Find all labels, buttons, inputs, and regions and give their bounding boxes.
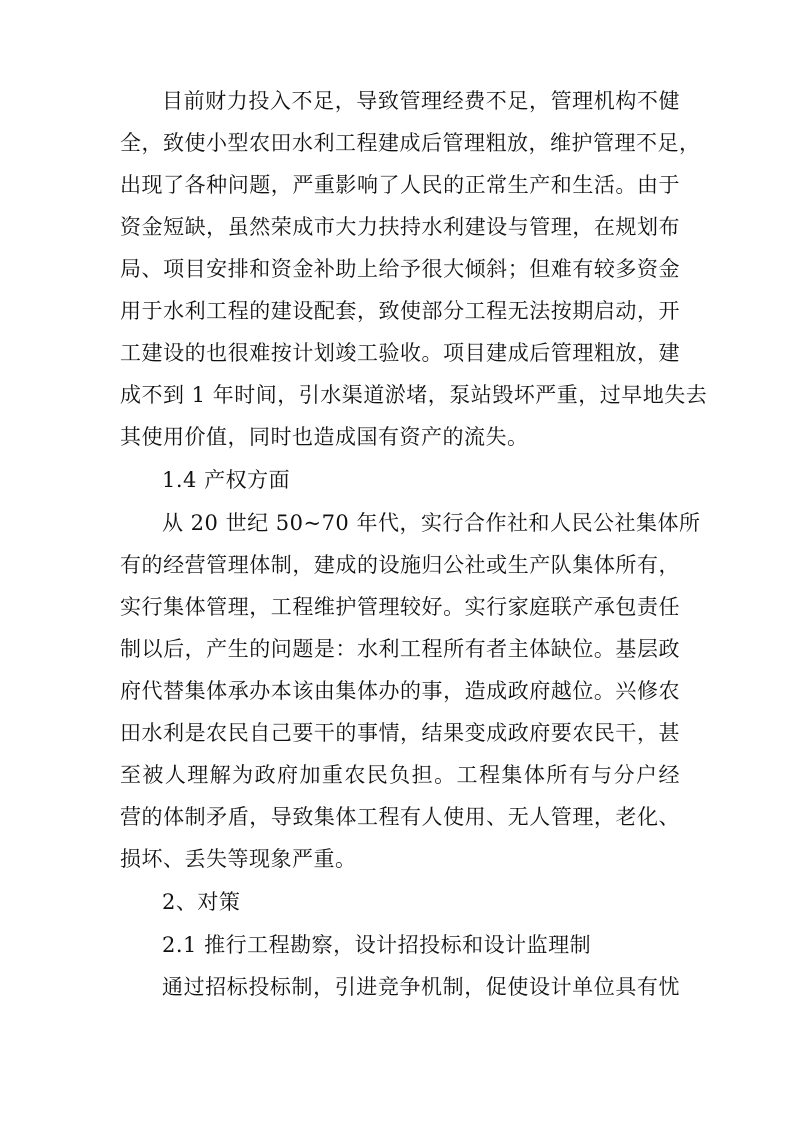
paragraph-line: 工建设的也很难按计划竣工验收。项目建成后管理粗放，建 [120,341,680,365]
subsection-heading: 2.1 推行工程勘察，设计招投标和设计监理制 [162,933,592,957]
section-heading: 2、对策 [162,890,241,914]
paragraph-line: 出现了各种问题，严重影响了人民的正常生产和生活。由于 [120,173,680,197]
paragraph-line: 实行集体管理，工程维护管理较好。实行家庭联产承包责任 [120,595,680,619]
paragraph-line: 目前财力投入不足，导致管理经费不足，管理机构不健 [162,89,680,113]
paragraph-line: 全，致使小型农田水利工程建成后管理粗放，维护管理不足， [120,131,701,155]
paragraph-line: 至被人理解为政府加重农民负担。工程集体所有与分户经 [120,763,680,787]
paragraph-line: 田水利是农民自己要干的事情，结果变成政府要农民干，甚 [120,721,680,745]
paragraph-line: 通过招标投标制，引进竞争机制，促使设计单位具有忧 [162,975,680,999]
paragraph-line: 资金短缺，虽然荣成市大力扶持水利建设与管理，在规划布 [120,215,680,239]
paragraph-line: 有的经营管理体制，建成的设施归公社或生产队集体所有， [120,553,680,577]
paragraph-line: 从 20 世纪 50~70 年代，实行合作社和人民公社集体所 [162,511,701,535]
paragraph-line: 营的体制矛盾，导致集体工程有人使用、无人管理，老化、 [120,805,680,829]
section-heading: 1.4 产权方面 [162,468,291,492]
paragraph-line: 府代替集体承办本该由集体办的事，造成政府越位。兴修农 [120,679,680,703]
paragraph-line: 用于水利工程的建设配套，致使部分工程无法按期启动，开 [120,299,680,323]
paragraph-line: 制以后，产生的问题是：水利工程所有者主体缺位。基层政 [120,637,680,661]
paragraph-line: 局、项目安排和资金补助上给予很大倾斜；但难有较多资金 [120,257,680,281]
paragraph-line: 成不到 1 年时间，引水渠道淤堵，泵站毁坏严重，过早地失去 [120,383,708,407]
paragraph-line: 损坏、丢失等现象严重。 [120,847,357,871]
paragraph-line: 其使用价值，同时也造成国有资产的流失。 [120,425,529,449]
